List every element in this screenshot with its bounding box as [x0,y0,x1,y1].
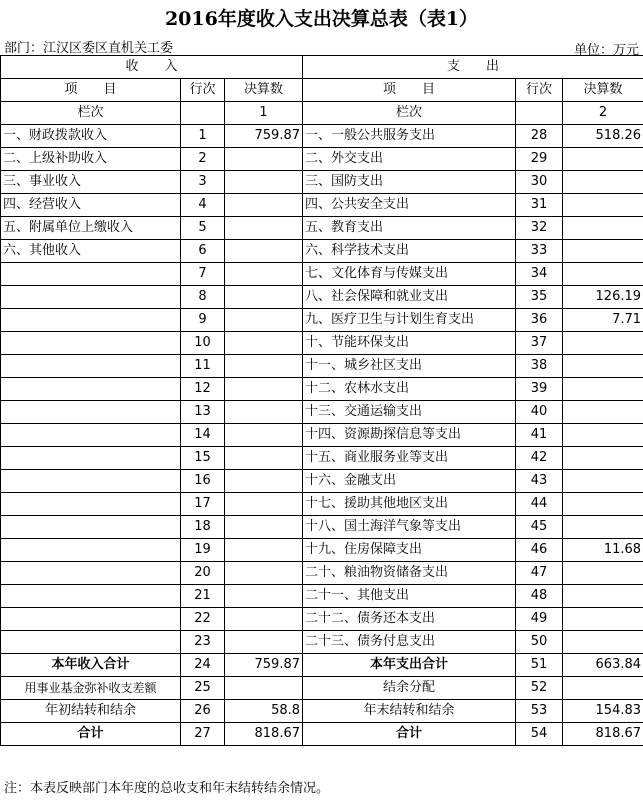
expense-amount [563,217,643,240]
summary-expense-item: 结余分配 [303,677,516,700]
income-line-no: 4 [181,194,225,217]
table-row [1,539,643,562]
summary-income-line-no: 24 [181,654,225,677]
income-item: 五、附属单位上缴收入 [1,217,181,240]
table-row [1,332,643,355]
expense-item: 十三、交通运输支出 [303,401,516,424]
table-row [1,148,643,171]
expense-line-no: 34 [516,263,563,286]
table-row [1,286,643,309]
income-amount [225,585,303,608]
summary-row [1,700,643,723]
income-item [1,562,181,585]
expense-line-no: 41 [516,424,563,447]
table-row [1,516,643,539]
expense-item: 八、社会保障和就业支出 [303,286,516,309]
income-item [1,608,181,631]
income-amount [225,493,303,516]
expense-line-no: 46 [516,539,563,562]
income-item: 三、事业收入 [1,171,181,194]
expense-section-header: 支 出 [303,56,643,79]
income-item [1,447,181,470]
expense-item: 二、外交支出 [303,148,516,171]
summary-income-item: 用事业基金弥补收支差额 [1,677,181,700]
lanci-row [1,102,643,125]
expense-item-header: 项 目 [303,79,516,102]
summary-expense-line-no: 53 [516,700,563,723]
income-item [1,332,181,355]
expense-line-no: 49 [516,608,563,631]
expense-amount [563,378,643,401]
summary-income-amount: 58.8 [225,700,303,723]
income-line-no: 23 [181,631,225,654]
expense-item: 十四、资源勘探信息等支出 [303,424,516,447]
expense-amount [563,585,643,608]
section-header-row [1,56,643,79]
income-amount [225,332,303,355]
expense-line-no-header: 行次 [516,79,563,102]
expense-item: 六、科学技术支出 [303,240,516,263]
income-lanci-blank [181,102,225,125]
income-line-no: 11 [181,355,225,378]
income-expense-table [0,55,643,746]
table-row [1,631,643,654]
income-section-header: 收 入 [1,56,303,79]
income-item: 二、上级补助收入 [1,148,181,171]
income-line-no: 1 [181,125,225,148]
expense-amount [563,424,643,447]
footnote: 注：本表反映部门本年度的总收支和年末结转结余情况。 [4,781,330,796]
table-row [1,470,643,493]
income-line-no: 3 [181,171,225,194]
expense-amount [563,171,643,194]
table-row [1,493,643,516]
summary-expense-amount [563,677,643,700]
income-amount [225,516,303,539]
income-amount [225,447,303,470]
table-row [1,194,643,217]
expense-line-no: 28 [516,125,563,148]
income-line-no: 16 [181,470,225,493]
expense-amount [563,516,643,539]
income-line-no: 14 [181,424,225,447]
expense-line-no: 40 [516,401,563,424]
unit-label: 单位：万元 [573,43,639,58]
income-line-no: 10 [181,332,225,355]
expense-line-no: 45 [516,516,563,539]
expense-amount [563,447,643,470]
income-line-no: 13 [181,401,225,424]
expense-lanci-label: 栏次 [303,102,516,125]
expense-amount [563,148,643,171]
expense-line-no: 36 [516,309,563,332]
expense-amount [563,562,643,585]
expense-line-no: 32 [516,217,563,240]
expense-line-no: 33 [516,240,563,263]
summary-expense-amount: 154.83 [563,700,643,723]
summary-row [1,677,643,700]
summary-expense-amount: 663.84 [563,654,643,677]
income-item [1,401,181,424]
income-amount [225,148,303,171]
income-lanci-label: 栏次 [1,102,181,125]
income-item: 一、财政拨款收入 [1,125,181,148]
expense-amount: 7.71 [563,309,643,332]
income-amount [225,562,303,585]
income-line-no: 22 [181,608,225,631]
income-amount [225,309,303,332]
income-line-no: 21 [181,585,225,608]
income-line-no: 9 [181,309,225,332]
expense-line-no: 31 [516,194,563,217]
expense-amount [563,263,643,286]
summary-expense-line-no: 52 [516,677,563,700]
table-row [1,585,643,608]
expense-amount [563,194,643,217]
income-item [1,286,181,309]
summary-income-item: 合计 [1,723,181,746]
expense-item: 二十三、债务付息支出 [303,631,516,654]
table-row [1,171,643,194]
expense-amount-header: 决算数 [563,79,643,102]
expense-item: 十八、国土海洋气象等支出 [303,516,516,539]
income-amount: 759.87 [225,125,303,148]
expense-item: 十、节能环保支出 [303,332,516,355]
expense-amount [563,240,643,263]
expense-item: 二十一、其他支出 [303,585,516,608]
expense-line-no: 37 [516,332,563,355]
income-amount [225,608,303,631]
income-lanci-col: 1 [225,102,303,125]
income-line-no: 2 [181,148,225,171]
expense-line-no: 50 [516,631,563,654]
income-amount [225,631,303,654]
table-row [1,378,643,401]
table-row [1,263,643,286]
expense-item: 十六、金融支出 [303,470,516,493]
table-row [1,355,643,378]
expense-line-no: 38 [516,355,563,378]
expense-amount: 126.19 [563,286,643,309]
expense-amount [563,631,643,654]
department-label: 部门：江汉区委区直机关工委 [4,41,174,56]
expense-item: 十五、商业服务业等支出 [303,447,516,470]
expense-item: 十一、城乡社区支出 [303,355,516,378]
income-item: 四、经营收入 [1,194,181,217]
expense-item: 二十、粮油物资储备支出 [303,562,516,585]
expense-amount [563,401,643,424]
income-item [1,631,181,654]
summary-expense-line-no: 51 [516,654,563,677]
income-amount [225,263,303,286]
income-line-no: 19 [181,539,225,562]
expense-item: 五、教育支出 [303,217,516,240]
expense-line-no: 44 [516,493,563,516]
income-line-no: 15 [181,447,225,470]
income-item [1,378,181,401]
income-line-no-header: 行次 [181,79,225,102]
table-row [1,309,643,332]
income-item [1,516,181,539]
income-amount [225,539,303,562]
income-line-no: 6 [181,240,225,263]
expense-item: 四、公共安全支出 [303,194,516,217]
income-amount [225,194,303,217]
table-row [1,125,643,148]
expense-line-no: 43 [516,470,563,493]
summary-income-line-no: 25 [181,677,225,700]
expense-line-no: 35 [516,286,563,309]
income-line-no: 7 [181,263,225,286]
summary-income-amount [225,677,303,700]
income-amount [225,355,303,378]
summary-income-amount: 759.87 [225,654,303,677]
table-row [1,447,643,470]
summary-expense-amount: 818.67 [563,723,643,746]
expense-line-no: 29 [516,148,563,171]
expense-amount [563,470,643,493]
summary-income-line-no: 26 [181,700,225,723]
table-row [1,217,643,240]
income-item [1,355,181,378]
table-row [1,424,643,447]
summary-row [1,654,643,677]
income-amount [225,171,303,194]
income-amount [225,240,303,263]
income-item [1,470,181,493]
income-item [1,263,181,286]
income-item [1,585,181,608]
expense-line-no: 42 [516,447,563,470]
expense-item: 二十二、债务还本支出 [303,608,516,631]
income-line-no: 12 [181,378,225,401]
summary-row [1,723,643,746]
expense-line-no: 30 [516,171,563,194]
expense-item: 三、国防支出 [303,171,516,194]
expense-line-no: 48 [516,585,563,608]
income-amount [225,470,303,493]
summary-income-item: 年初结转和结余 [1,700,181,723]
expense-amount [563,332,643,355]
income-item: 六、其他收入 [1,240,181,263]
income-amount [225,424,303,447]
table-row [1,608,643,631]
expense-item: 九、医疗卫生与计划生育支出 [303,309,516,332]
expense-lanci-col: 2 [563,102,643,125]
expense-item: 十二、农林水支出 [303,378,516,401]
income-item-header: 项 目 [1,79,181,102]
expense-line-no: 47 [516,562,563,585]
column-header-row [1,79,643,102]
income-item [1,539,181,562]
income-line-no: 17 [181,493,225,516]
income-item [1,424,181,447]
income-amount [225,378,303,401]
expense-amount [563,493,643,516]
summary-expense-item: 本年支出合计 [303,654,516,677]
summary-income-amount: 818.67 [225,723,303,746]
expense-amount [563,608,643,631]
table-row [1,562,643,585]
expense-lanci-blank [516,102,563,125]
summary-income-item: 本年收入合计 [1,654,181,677]
expense-amount: 11.68 [563,539,643,562]
summary-income-line-no: 27 [181,723,225,746]
income-amount [225,401,303,424]
income-line-no: 18 [181,516,225,539]
summary-expense-item: 年末结转和结余 [303,700,516,723]
summary-expense-line-no: 54 [516,723,563,746]
income-line-no: 20 [181,562,225,585]
income-amount [225,217,303,240]
income-line-no: 8 [181,286,225,309]
expense-item: 十九、住房保障支出 [303,539,516,562]
page-title: 2016年度收入支出决算总表（表1） [164,8,479,30]
income-amount [225,286,303,309]
income-item [1,493,181,516]
expense-amount: 518.26 [563,125,643,148]
table-row [1,401,643,424]
expense-item: 七、文化体育与传媒支出 [303,263,516,286]
income-item [1,309,181,332]
table-row [1,240,643,263]
expense-amount [563,355,643,378]
summary-expense-item: 合计 [303,723,516,746]
expense-line-no: 39 [516,378,563,401]
expense-item: 一、一般公共服务支出 [303,125,516,148]
expense-item: 十七、援助其他地区支出 [303,493,516,516]
income-line-no: 5 [181,217,225,240]
income-amount-header: 决算数 [225,79,303,102]
